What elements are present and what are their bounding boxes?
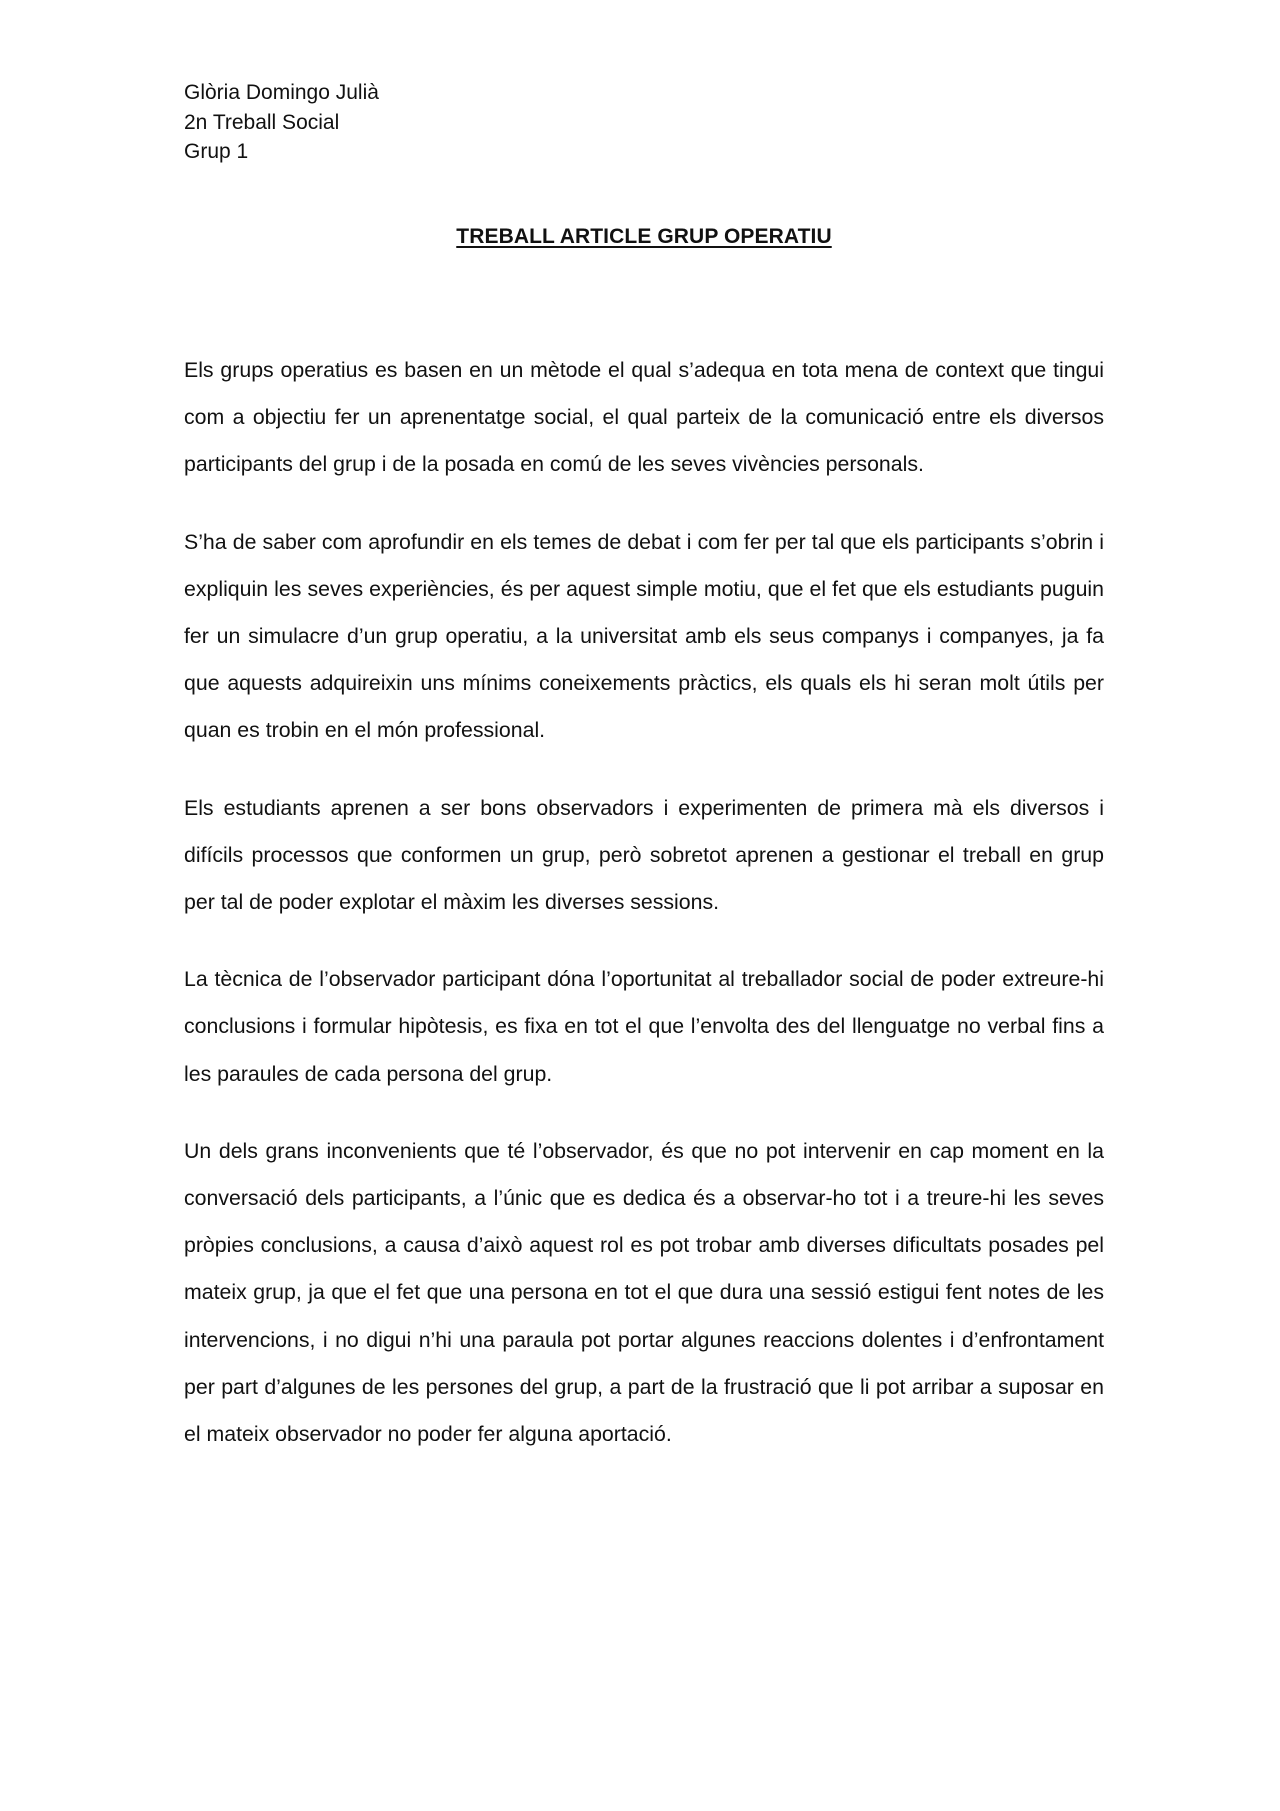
paragraph-4: La tècnica de l’observador participant dóna l’oportunitat al treballador social de poder extreure-hi conclusions i formular hipòtesis, es fixa en tot el que l’envolta des del llenguatge no verbal fins a les paraules de cada persona del grup. — [184, 967, 1104, 1086]
group-name: Grup 1 — [184, 140, 249, 163]
paragraph-3: Els estudiants aprenen a ser bons observadors i experimenten de primera mà els diversos i difícils processos que conformen un grup, però sobretot aprenen a gestionar el treball en grup per tal de poder explotar el màxim les diverses sessions. — [184, 795, 1104, 915]
course-name: 2n Treball Social — [184, 110, 340, 134]
document-body — [184, 347, 1104, 1488]
paragraph-5: Un dels grans inconvenients que té l’observador, és que no pot intervenir en cap moment en la conversació dels participants, a l’únic que es dedica és a observar-ho tot i a treure-hi les seves pròpies conclusions, a causa d’això aquest rol es pot trobar amb diverses dificultats posades pel mateix grup, ja que el fet que una persona en tot el que dura una sessió estigui fent notes de les intervencions, i no digui n’hi una paraula pot portar algunes reaccions dolentes i d’enfrontament per part d’algunes de les persones del grup, a part de la frustració que li pot arribar a suposar en el mateix observador no poder fer alguna aportació. — [184, 1138, 1104, 1447]
paragraph-1: Els grups operatius es basen en un mètode el qual s’adequa en tota mena de context que tingui com a objectiu fer un aprenentatge social, el qual parteix de la comunicació entre els diversos participants del grup i de la posada en comú de les seves vivències personals. — [184, 358, 1104, 477]
document-title: TREBALL ARTICLE GRUP OPERATIU — [456, 225, 832, 248]
author-name: Glòria Domingo Julià — [184, 81, 379, 104]
paragraph-2: S’ha de saber com aprofundir en els temes de debat i com fer per tal que els participants s’obrin i expliquin les seves experiències, és per aquest simple motiu, que el fet que els estudiants puguin fer un simulacre d’un grup operatiu, a la universitat amb els seus companys i companyes, ja fa que aquests adquireixin uns mínims coneixements pràctics, els quals els hi seran molt útils per quan es trobin en el món professional. — [184, 529, 1104, 743]
document-header — [184, 78, 784, 167]
